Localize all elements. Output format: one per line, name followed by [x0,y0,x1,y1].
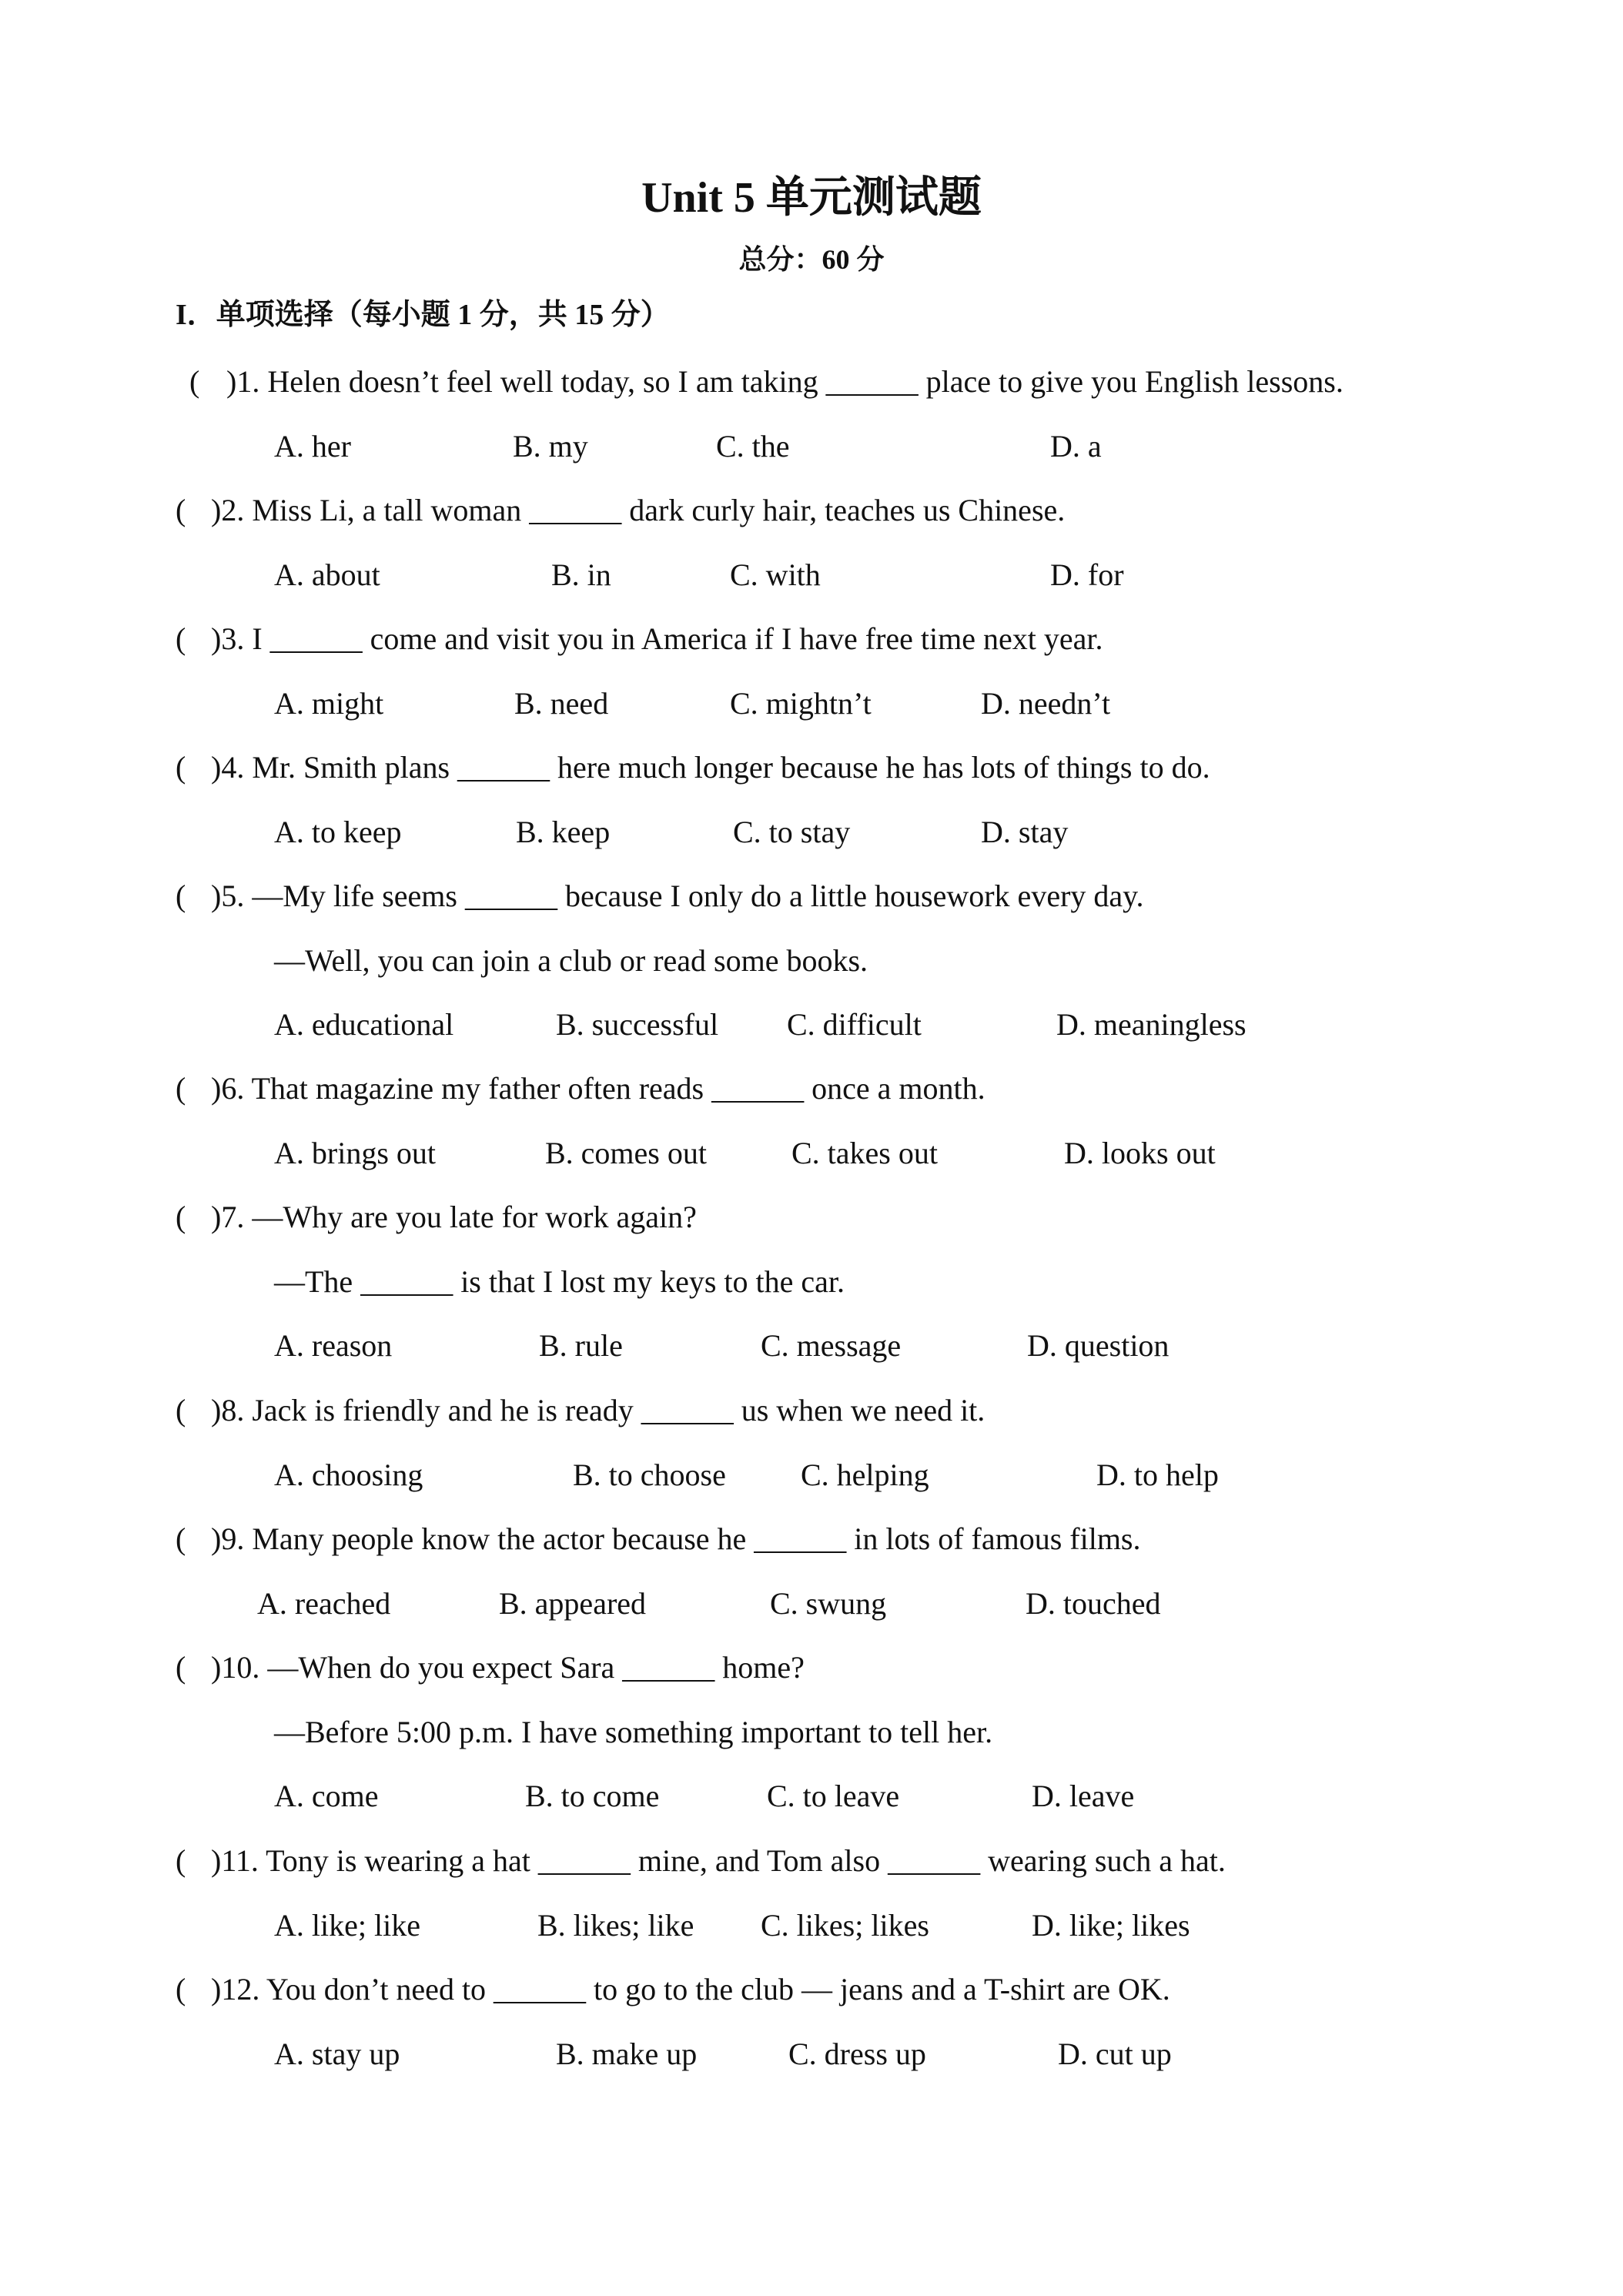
option-a: A. come [274,1779,379,1813]
option-a: A. reason [274,1328,393,1363]
question-stem: )1. Helen doesn’t feel well today, so I am taking ______ place to give you English lessons. [226,364,1344,399]
option-c: C. with [730,557,821,592]
option-d: D. leave [1032,1779,1135,1813]
option-a: A. might [274,686,384,721]
option-b: B. keep [516,815,611,849]
option-d: D. for [1050,557,1124,592]
question-stem: )12. You don’t need to ______ to go to the club — jeans and a T-shirt are OK. [211,1972,1170,2006]
option-c: C. difficult [787,1007,922,1042]
option-a: A. like; like [274,1908,420,1943]
question-stem: )9. Many people know the actor because he ______ in lots of famous films. [211,1521,1141,1556]
question-stem: )7. —Why are you late for work again? [211,1200,697,1234]
answer-paren[interactable]: ( [176,1521,186,1556]
answer-paren[interactable]: ( [176,879,186,913]
option-a: A. about [274,557,380,592]
option-c: C. takes out [791,1136,938,1170]
question-stem: )8. Jack is friendly and he is ready ______ us when we need it. [211,1393,986,1427]
option-a: A. reached [257,1586,391,1621]
option-c: C. dress up [788,2037,926,2071]
dialogue-response: —Well, you can join a club or read some books. [274,943,868,978]
option-b: B. likes; like [537,1908,694,1943]
question-stem: )6. That magazine my father often reads ______ once a month. [211,1071,986,1106]
question-stem: )3. I ______ come and visit you in America if I have free time next year. [211,621,1103,656]
option-a: A. choosing [274,1458,423,1492]
option-a: A. her [274,429,351,464]
option-d: D. cut up [1058,2037,1172,2071]
option-a: A. brings out [274,1136,436,1170]
option-d: D. to help [1096,1458,1219,1492]
question-stem: )10. —When do you expect Sara ______ home? [211,1650,805,1685]
answer-paren[interactable]: ( [176,750,186,785]
option-a: A. to keep [274,815,402,849]
dialogue-response: —The ______ is that I lost my keys to the car. [274,1264,845,1299]
option-d: D. a [1050,429,1102,464]
answer-paren[interactable]: ( [176,493,186,527]
page-title: Unit 5 单元测试题 [641,174,982,222]
option-c: C. mightn’t [730,686,872,721]
option-d: D. touched [1026,1586,1161,1621]
answer-paren[interactable]: ( [176,1200,186,1234]
option-c: C. to stay [733,815,851,849]
question-stem: )11. Tony is wearing a hat ______ mine, and Tom also ______ wearing such a hat. [211,1843,1226,1878]
option-d: D. question [1027,1328,1170,1363]
answer-paren[interactable]: ( [176,621,186,656]
option-d: D. like; likes [1032,1908,1190,1943]
option-d: D. meaningless [1056,1007,1247,1042]
answer-paren[interactable]: ( [176,1071,186,1106]
section-heading: I．单项选择（每小题 1 分，共 15 分） [176,299,670,331]
option-b: B. my [513,429,588,464]
option-b: B. successful [556,1007,719,1042]
option-c: C. likes; likes [761,1908,929,1943]
option-a: A. stay up [274,2037,400,2071]
option-a: A. educational [274,1007,454,1042]
question-stem: )4. Mr. Smith plans ______ here much longer because he has lots of things to do. [211,750,1210,785]
answer-paren[interactable]: ( [189,364,200,399]
option-b: B. make up [556,2037,698,2071]
total-score: 总分：60 分 [738,244,885,275]
option-b: B. appeared [499,1586,647,1621]
option-b: B. need [514,686,609,721]
option-b: B. comes out [545,1136,707,1170]
option-d: D. stay [981,815,1069,849]
option-c: C. to leave [767,1779,900,1813]
answer-paren[interactable]: ( [176,1972,186,2006]
dialogue-response: —Before 5:00 p.m. I have something important to tell her. [274,1715,993,1749]
option-b: B. to come [525,1779,660,1813]
answer-paren[interactable]: ( [176,1843,186,1878]
option-b: B. in [551,557,611,592]
answer-paren[interactable]: ( [176,1650,186,1685]
option-c: C. the [716,429,790,464]
option-b: B. to choose [573,1458,726,1492]
option-b: B. rule [539,1328,623,1363]
question-stem: )5. —My life seems ______ because I only do a little housework every day. [211,879,1144,913]
option-c: C. message [761,1328,902,1363]
question-stem: )2. Miss Li, a tall woman ______ dark curly hair, teaches us Chinese. [211,493,1066,527]
option-d: D. looks out [1064,1136,1216,1170]
answer-paren[interactable]: ( [176,1393,186,1427]
option-d: D. needn’t [981,686,1111,721]
option-c: C. helping [801,1458,929,1492]
option-c: C. swung [770,1586,887,1621]
